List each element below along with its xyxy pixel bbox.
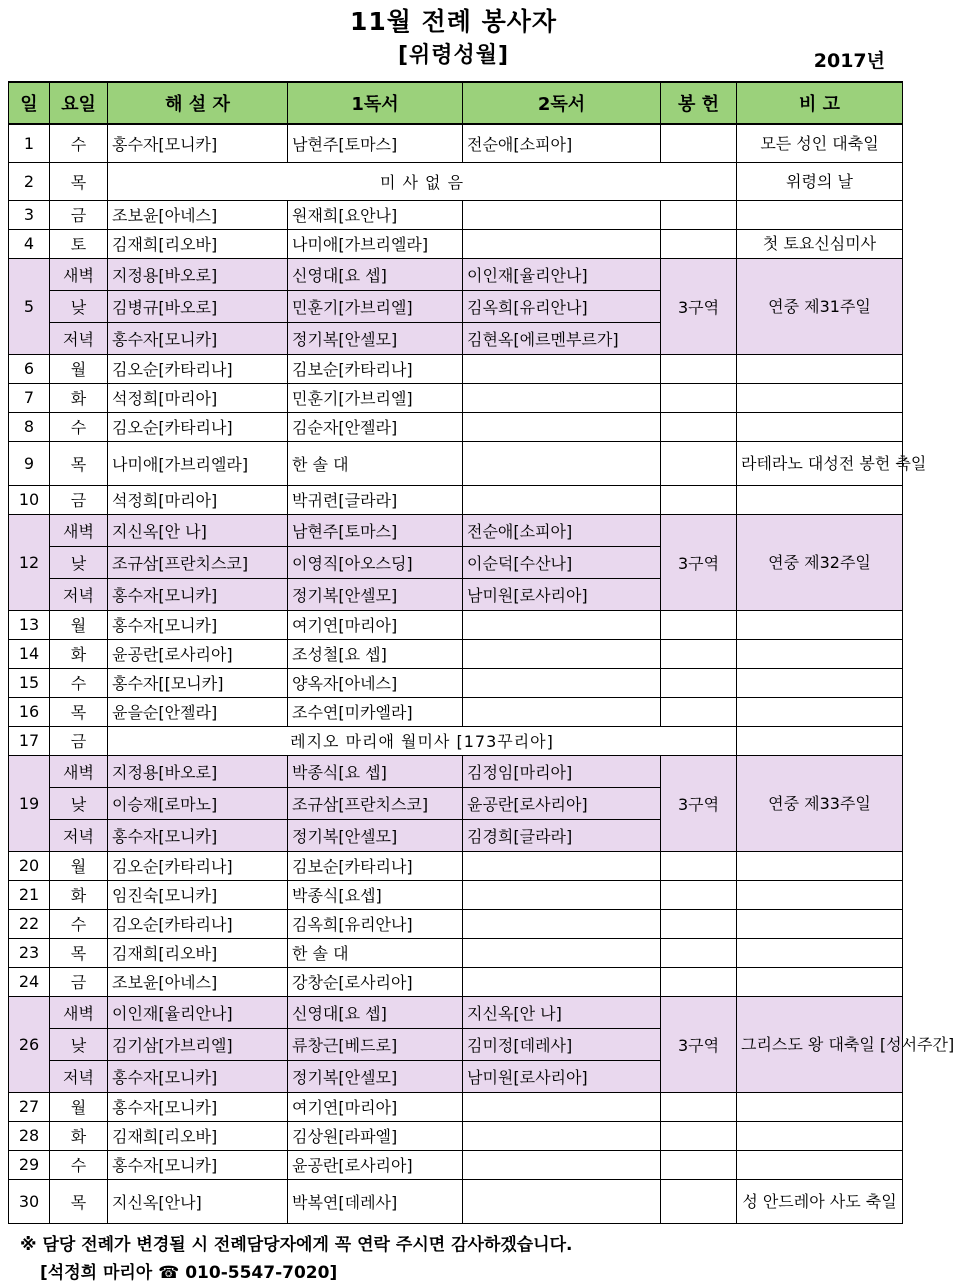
mass-time-cell: 저녁	[50, 578, 108, 610]
reader1-cell: 류창근[베드로]	[288, 1028, 463, 1060]
commentator-cell: 나미애[가브리엘라]	[108, 441, 288, 485]
reader2-cell	[463, 1092, 661, 1121]
reader1-cell: 정기복[안셀모]	[288, 1060, 463, 1092]
day-cell: 12	[9, 514, 50, 610]
weekday-cell: 월	[50, 1092, 108, 1121]
reader2-cell	[463, 412, 661, 441]
footer-contact: [석정희 마리아 ☎ 010-5547-7020]	[40, 1263, 338, 1283]
header-note: 비 고	[737, 82, 903, 124]
table-row	[9, 1092, 903, 1121]
header-reader2: 2독서	[463, 82, 661, 124]
commentator-cell: 홍수자[모니카]	[108, 1060, 288, 1092]
weekday-cell: 수	[50, 124, 108, 162]
reader2-cell: 남미원[로사리아]	[463, 578, 661, 610]
offering-cell	[661, 909, 737, 938]
mass-time-cell: 낮	[50, 787, 108, 819]
note-cell	[737, 851, 903, 880]
reader1-cell: 양옥자[아네스]	[288, 668, 463, 697]
table-row	[9, 938, 903, 967]
header-commentator: 해 설 자	[108, 82, 288, 124]
reader2-cell	[463, 354, 661, 383]
footer-notice: ※ 담당 전례가 변경될 시 전례담당자에게 꼭 연락 주시면 감사하겠습니다.	[20, 1235, 573, 1255]
reader1-cell: 김보순[카타리나]	[288, 851, 463, 880]
day-cell: 7	[9, 383, 50, 412]
offering-cell: 3구역	[661, 258, 737, 354]
offering-cell	[661, 441, 737, 485]
note-cell	[737, 909, 903, 938]
offering-cell	[661, 938, 737, 967]
weekday-cell: 화	[50, 639, 108, 668]
reader2-cell: 지신옥[안 나]	[463, 996, 661, 1028]
reader1-cell: 여기연[마리아]	[288, 610, 463, 639]
offering-cell	[661, 354, 737, 383]
reader2-cell: 김미정[데레사]	[463, 1028, 661, 1060]
weekday-cell: 금	[50, 726, 108, 755]
commentator-cell: 지신옥[안 나]	[108, 514, 288, 546]
commentator-cell: 홍수자[모니카]	[108, 1150, 288, 1179]
day-cell: 23	[9, 938, 50, 967]
commentator-cell: 홍수자[모니카]	[108, 124, 288, 162]
commentator-cell: 임진숙[모니카]	[108, 880, 288, 909]
commentator-cell: 석정희[마리아]	[108, 485, 288, 514]
day-cell: 15	[9, 668, 50, 697]
day-cell: 13	[9, 610, 50, 639]
day-cell: 14	[9, 639, 50, 668]
commentator-cell: 홍수자[모니카]	[108, 1092, 288, 1121]
note-cell	[737, 412, 903, 441]
table-row	[9, 162, 903, 200]
weekday-cell: 목	[50, 441, 108, 485]
header-offering: 봉 헌	[661, 82, 737, 124]
commentator-cell: 김오순[카타리나]	[108, 851, 288, 880]
table-row	[9, 514, 903, 546]
reader1-cell: 조성철[요 셉]	[288, 639, 463, 668]
day-cell: 16	[9, 697, 50, 726]
offering-cell: 3구역	[661, 514, 737, 610]
note-cell: 연중 제31주일	[737, 258, 903, 354]
note-cell	[737, 1121, 903, 1150]
reader2-cell: 전순애[소피아]	[463, 124, 661, 162]
day-cell: 2	[9, 162, 50, 200]
reader2-cell	[463, 610, 661, 639]
commentator-cell: 홍수자[[모니카]	[108, 668, 288, 697]
reader1-cell: 김옥희[유리안나]	[288, 909, 463, 938]
day-cell: 20	[9, 851, 50, 880]
header-reader1: 1독서	[288, 82, 463, 124]
reader2-cell: 이인재[율리안나]	[463, 258, 661, 290]
mass-time-cell: 낮	[50, 290, 108, 322]
reader2-cell: 김옥희[유리안나]	[463, 290, 661, 322]
offering-cell	[661, 229, 737, 258]
reader2-cell	[463, 485, 661, 514]
table-row	[9, 354, 903, 383]
offering-cell	[661, 639, 737, 668]
offering-cell	[661, 383, 737, 412]
commentator-cell: 이인재[율리안나]	[108, 996, 288, 1028]
reader2-cell	[463, 200, 661, 229]
reader1-cell: 신영대[요 셉]	[288, 258, 463, 290]
commentator-cell: 김재희[리오바]	[108, 229, 288, 258]
table-row	[9, 668, 903, 697]
reader2-cell	[463, 851, 661, 880]
reader2-cell: 김정임[마리아]	[463, 755, 661, 787]
commentator-cell: 김오순[카타리나]	[108, 909, 288, 938]
weekday-cell: 금	[50, 967, 108, 996]
day-cell: 10	[9, 485, 50, 514]
reader2-cell	[463, 967, 661, 996]
note-cell	[737, 668, 903, 697]
table-row	[9, 124, 903, 162]
commentator-cell: 김병규[바오로]	[108, 290, 288, 322]
mass-time-cell: 낮	[50, 546, 108, 578]
mass-time-cell: 새벽	[50, 514, 108, 546]
reader1-cell: 윤공란[로사리아]	[288, 1150, 463, 1179]
reader2-cell	[463, 909, 661, 938]
mass-time-cell: 저녁	[50, 322, 108, 354]
reader2-cell	[463, 668, 661, 697]
reader2-cell: 전순애[소피아]	[463, 514, 661, 546]
reader1-cell: 강창순[로사리아]	[288, 967, 463, 996]
offering-cell	[661, 200, 737, 229]
reader1-cell: 조규삼[프란치스코]	[288, 787, 463, 819]
weekday-cell: 수	[50, 1150, 108, 1179]
note-cell	[737, 1092, 903, 1121]
table-row	[9, 485, 903, 514]
commentator-cell: 윤을순[안젤라]	[108, 697, 288, 726]
offering-cell	[661, 412, 737, 441]
commentator-cell: 홍수자[모니카]	[108, 578, 288, 610]
mass-time-cell: 새벽	[50, 258, 108, 290]
offering-cell	[661, 668, 737, 697]
day-cell: 8	[9, 412, 50, 441]
reader2-cell: 이순덕[수산나]	[463, 546, 661, 578]
reader1-cell: 남현주[토마스]	[288, 514, 463, 546]
commentator-cell: 김오순[카타리나]	[108, 354, 288, 383]
note-cell	[737, 383, 903, 412]
table-row	[9, 412, 903, 441]
reader1-cell: 나미애[가브리엘라]	[288, 229, 463, 258]
day-cell: 19	[9, 755, 50, 851]
reader1-cell: 정기복[안셀모]	[288, 322, 463, 354]
day-cell: 5	[9, 258, 50, 354]
day-cell: 22	[9, 909, 50, 938]
note-cell	[737, 354, 903, 383]
reader2-cell	[463, 639, 661, 668]
day-cell: 24	[9, 967, 50, 996]
day-cell: 21	[9, 880, 50, 909]
note-cell	[737, 938, 903, 967]
commentator-cell: 이승재[로마노]	[108, 787, 288, 819]
note-cell	[737, 639, 903, 668]
reader1-cell: 이영직[아오스딩]	[288, 546, 463, 578]
note-cell	[737, 200, 903, 229]
day-cell: 26	[9, 996, 50, 1092]
table-row	[9, 610, 903, 639]
weekday-cell: 목	[50, 162, 108, 200]
table-row	[9, 909, 903, 938]
table-row	[9, 200, 903, 229]
table-row	[9, 1121, 903, 1150]
table-row	[9, 383, 903, 412]
year-label: 2017년	[813, 50, 885, 72]
weekday-cell: 화	[50, 880, 108, 909]
reader1-cell: 정기복[안셀모]	[288, 578, 463, 610]
commentator-cell: 지정용[바오로]	[108, 755, 288, 787]
mass-time-cell: 저녁	[50, 819, 108, 851]
reader2-cell: 김현옥[에르멘부르가]	[463, 322, 661, 354]
day-cell: 3	[9, 200, 50, 229]
offering-cell	[661, 851, 737, 880]
note-cell	[737, 967, 903, 996]
note-cell: 모든 성인 대축일	[737, 124, 903, 162]
reader1-cell: 한 솔 대	[288, 938, 463, 967]
note-cell: 그리스도 왕 대축일 [성서주간]	[737, 996, 903, 1092]
weekday-cell: 월	[50, 851, 108, 880]
table-row	[9, 880, 903, 909]
reader1-cell: 신영대[요 셉]	[288, 996, 463, 1028]
commentator-cell: 김기삼[가브리엘]	[108, 1028, 288, 1060]
offering-cell	[661, 1121, 737, 1150]
offering-cell	[661, 485, 737, 514]
note-cell	[737, 485, 903, 514]
day-cell: 27	[9, 1092, 50, 1121]
offering-cell	[661, 610, 737, 639]
offering-cell	[661, 880, 737, 909]
day-cell: 29	[9, 1150, 50, 1179]
reader2-cell: 남미원[로사리아]	[463, 1060, 661, 1092]
table-row	[9, 967, 903, 996]
merged-cell: 미 사 없 음	[108, 162, 737, 200]
reader1-cell: 여기연[마리아]	[288, 1092, 463, 1121]
reader2-cell: 윤공란[로사리아]	[463, 787, 661, 819]
note-cell: 성 안드레아 사도 축일	[737, 1179, 903, 1223]
schedule-body	[9, 124, 954, 1223]
table-row	[9, 851, 903, 880]
commentator-cell: 지정용[바오로]	[108, 258, 288, 290]
day-cell: 30	[9, 1179, 50, 1223]
commentator-cell: 윤공란[로사리아]	[108, 639, 288, 668]
reader1-cell: 김보순[카타리나]	[288, 354, 463, 383]
header-row	[9, 82, 903, 124]
weekday-cell: 토	[50, 229, 108, 258]
offering-cell	[661, 1179, 737, 1223]
note-cell	[737, 880, 903, 909]
day-cell: 4	[9, 229, 50, 258]
weekday-cell: 금	[50, 200, 108, 229]
reader2-cell	[463, 383, 661, 412]
reader2-cell	[463, 697, 661, 726]
note-cell	[737, 697, 903, 726]
weekday-cell: 금	[50, 485, 108, 514]
commentator-cell: 조보윤[아네스]	[108, 200, 288, 229]
table-row	[9, 755, 903, 787]
reader1-cell: 박귀련[글라라]	[288, 485, 463, 514]
commentator-cell: 김오순[카타리나]	[108, 412, 288, 441]
offering-cell	[661, 697, 737, 726]
table-row	[9, 229, 903, 258]
offering-cell	[661, 967, 737, 996]
table-row	[9, 258, 903, 290]
commentator-cell: 조보윤[아네스]	[108, 967, 288, 996]
weekday-cell: 화	[50, 383, 108, 412]
day-cell: 6	[9, 354, 50, 383]
reader2-cell: 김경희[글라라]	[463, 819, 661, 851]
table-row	[9, 1150, 903, 1179]
offering-cell	[661, 1150, 737, 1179]
reader2-cell	[463, 1150, 661, 1179]
reader1-cell: 조수연[미카엘라]	[288, 697, 463, 726]
weekday-cell: 화	[50, 1121, 108, 1150]
table-row	[9, 441, 903, 485]
weekday-cell: 목	[50, 938, 108, 967]
day-cell: 28	[9, 1121, 50, 1150]
offering-cell	[661, 1092, 737, 1121]
note-cell: 위령의 날	[737, 162, 903, 200]
note-cell: 첫 토요신심미사	[737, 229, 903, 258]
weekday-cell: 수	[50, 412, 108, 441]
page-title: 11월 전례 봉사자	[349, 7, 558, 36]
weekday-cell: 수	[50, 668, 108, 697]
commentator-cell: 지신옥[안나]	[108, 1179, 288, 1223]
table-row	[9, 726, 903, 755]
commentator-cell: 조규삼[프란치스코]	[108, 546, 288, 578]
commentator-cell: 홍수자[모니카]	[108, 322, 288, 354]
reader1-cell: 박복연[데레사]	[288, 1179, 463, 1223]
reader1-cell: 정기복[안셀모]	[288, 819, 463, 851]
reader1-cell: 한 솔 대	[288, 441, 463, 485]
reader1-cell: 원재희[요안나]	[288, 200, 463, 229]
commentator-cell: 김재희[리오바]	[108, 1121, 288, 1150]
reader1-cell: 김상원[라파엘]	[288, 1121, 463, 1150]
note-cell	[737, 726, 903, 755]
reader2-cell	[463, 938, 661, 967]
reader2-cell	[463, 229, 661, 258]
reader2-cell	[463, 441, 661, 485]
commentator-cell: 김재희[리오바]	[108, 938, 288, 967]
mass-time-cell: 낮	[50, 1028, 108, 1060]
page-subtitle: [위령성월]	[397, 43, 510, 68]
merged-cell: 레지오 마리애 월미사 [173꾸리아]	[108, 726, 737, 755]
header-weekday: 요일	[50, 82, 108, 124]
weekday-cell: 목	[50, 1179, 108, 1223]
weekday-cell: 월	[50, 610, 108, 639]
mass-time-cell: 새벽	[50, 996, 108, 1028]
mass-time-cell: 새벽	[50, 755, 108, 787]
reader2-cell	[463, 880, 661, 909]
day-cell: 1	[9, 124, 50, 162]
header-day: 일	[9, 82, 50, 124]
weekday-cell: 월	[50, 354, 108, 383]
day-cell: 17	[9, 726, 50, 755]
reader2-cell	[463, 1121, 661, 1150]
note-cell: 연중 제32주일	[737, 514, 903, 610]
offering-cell: 3구역	[661, 996, 737, 1092]
offering-cell: 3구역	[661, 755, 737, 851]
commentator-cell: 석정희[마리아]	[108, 383, 288, 412]
table-row	[9, 1179, 903, 1223]
reader2-cell	[463, 1179, 661, 1223]
note-cell: 라테라노 대성전 봉헌 축일	[737, 441, 903, 485]
table-row	[9, 639, 903, 668]
weekday-cell: 목	[50, 697, 108, 726]
commentator-cell: 홍수자[모니카]	[108, 819, 288, 851]
note-cell	[737, 610, 903, 639]
note-cell	[737, 1150, 903, 1179]
mass-time-cell: 저녁	[50, 1060, 108, 1092]
offering-cell	[661, 124, 737, 162]
reader1-cell: 김순자[안젤라]	[288, 412, 463, 441]
table-row	[9, 697, 903, 726]
weekday-cell: 수	[50, 909, 108, 938]
table-row	[9, 996, 903, 1028]
schedule-table	[8, 81, 954, 1224]
reader1-cell: 박종식[요 셉]	[288, 755, 463, 787]
day-cell: 9	[9, 441, 50, 485]
reader1-cell: 민훈기[가브리엘]	[288, 290, 463, 322]
reader1-cell: 박종식[요셉]	[288, 880, 463, 909]
note-cell: 연중 제33주일	[737, 755, 903, 851]
reader1-cell: 남현주[토마스]	[288, 124, 463, 162]
reader1-cell: 민훈기[가브리엘]	[288, 383, 463, 412]
commentator-cell: 홍수자[모니카]	[108, 610, 288, 639]
